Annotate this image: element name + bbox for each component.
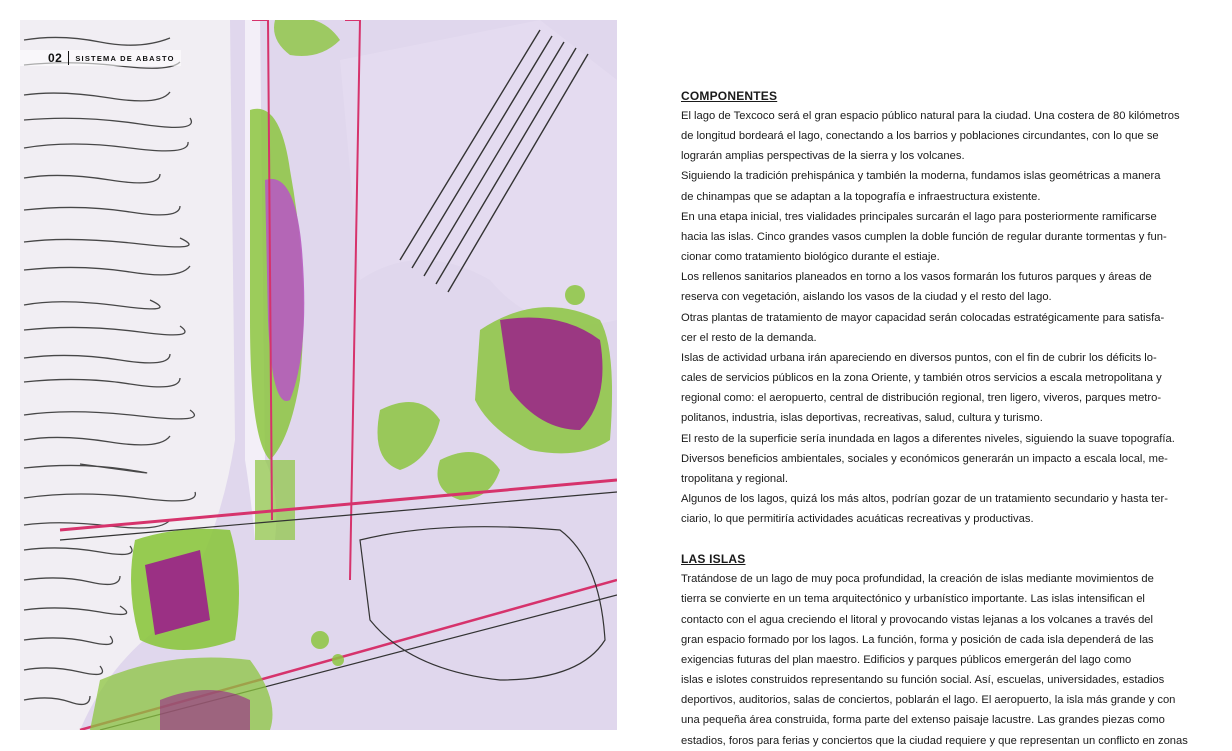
components-line: lograrán amplias perspectivas de la sierra y los volcanes. — [681, 150, 965, 163]
components-heading: COMPONENTES — [681, 89, 778, 103]
islands-line: deportivos, auditorios, salas de conciertos, poblarán el lago. El aeropuerto, la isla más grande y con — [681, 694, 1176, 707]
chapter-number: 02 — [48, 51, 63, 65]
sketch-drawing — [20, 20, 617, 730]
islands-line: islas e islotes construidos representando su función social. Así, escuelas, universidades, estadios — [681, 674, 1165, 687]
components-line: Siguiendo la tradición prehispánica y también la moderna, fundamos islas geométricas a manera — [681, 170, 1161, 183]
text-column — [681, 86, 1199, 751]
components-line: En una etapa inicial, tres vialidades principales surcarán el lago para posteriormente ramificarse — [681, 210, 1157, 223]
islands-heading: LAS ISLAS — [681, 552, 746, 567]
components-line: tropolitana y regional. — [681, 472, 788, 485]
islands-body — [681, 569, 1199, 750]
components-line: ciario, lo que permitiría actividades acuáticas recreativas y productivas. — [681, 513, 1034, 526]
components-line: Diversos beneficios ambientales, sociales y económicos generarán un impacto a escala local, me- — [681, 452, 1168, 465]
islands-line: contacto con el agua creciendo el litoral y provocando vistas lejanas a los volcanes a través del — [681, 613, 1154, 626]
components-line: Otras plantas de tratamiento de mayor capacidad serán colocadas estratégicamente para satisfa- — [681, 311, 1165, 324]
components-line: politanos, industria, islas deportivas, recreativas, salud, cultura y turismo. — [681, 412, 1043, 425]
components-line: Islas de actividad urbana irán apareciendo en diversos puntos, con el fin de cubrir los déficits lo- — [681, 351, 1157, 364]
components-line: cer el resto de la demanda. — [681, 331, 817, 344]
section-gap — [681, 529, 1199, 549]
components-line: cales de servicios públicos en la zona Oriente, y también otros servicios a escala metropolitana y — [681, 372, 1162, 385]
islands-line: Tratándose de un lago de muy poca profundidad, la creación de islas mediante movimientos de — [681, 573, 1154, 586]
components-line: El resto de la superficie sería inundada en lagos a diferentes niveles, siguiendo la suave topografía. — [681, 432, 1175, 445]
chapter-divider — [68, 51, 69, 65]
components-line: de chinampas que se adaptan a la topografía e infraestructura existente. — [681, 190, 1041, 203]
components-body — [681, 106, 1199, 529]
components-line: cionar como tratamiento biológico durante el estiaje. — [681, 251, 940, 264]
components-line: El lago de Texcoco será el gran espacio público natural para la ciudad. Una costera de 80 kilómetros — [681, 110, 1180, 122]
chapter-title: SISTEMA DE ABASTO — [75, 53, 175, 63]
sketch-plan-image — [20, 20, 617, 730]
chapter-header — [20, 50, 181, 66]
components-line: regional como: el aeropuerto, central de distribución regional, tren ligero, viveros, parques metro- — [681, 392, 1162, 405]
components-line: hacia las islas. Cinco grandes vasos cumplen la doble función de regular durante tormentas y fun- — [681, 230, 1167, 243]
islands-line: gran espacio formado por los lagos. La función, forma y posición de cada isla dependerá de las — [681, 633, 1154, 646]
islands-line: estadios, foros para ferias y conciertos que la ciudad requiere y que representan un conflicto en zonas — [681, 734, 1188, 747]
components-line: Algunos de los lagos, quizá los más altos, podrían gozar de un tratamiento secundario y hasta ter- — [681, 492, 1168, 505]
islands-line: exigencias futuras del plan maestro. Edificios y parques públicos emergerán del lago como — [681, 653, 1132, 666]
components-line: reserva con vegetación, aislando los vasos de la ciudad y el resto del lago. — [681, 291, 1052, 304]
islands-line: tierra se convierte en un tema arquitectónico y urbanístico importante. Las islas intensifican el — [681, 593, 1145, 606]
components-line: de longitud bordeará el lago, conectando a los barrios y poblaciones circundantes, con lo que se — [681, 130, 1159, 143]
islands-line: una pequeña área construida, forma parte del extenso paisaje lacustre. Las grandes piezas como — [681, 714, 1165, 727]
components-line: Los rellenos sanitarios planeados en torno a los vasos formarán los futuros parques y áreas de — [681, 271, 1152, 284]
